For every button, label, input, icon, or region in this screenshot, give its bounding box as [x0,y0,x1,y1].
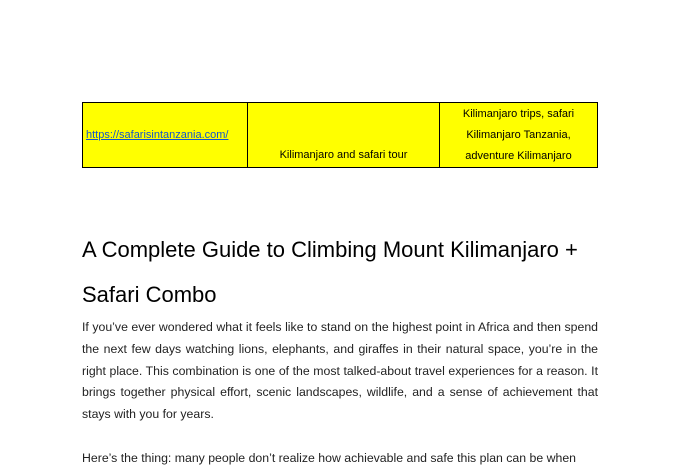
url-cell [83,103,248,168]
keywords-cell: Kilimanjaro trips, safari Kilimanjaro Tanzania, adventure Kilimanjaro [440,103,598,168]
seo-meta-table [82,102,598,168]
article-paragraph-1: If you’ve ever wondered what it feels like to stand on the highest point in Africa and then spend the next few days watching lions, elephants, and giraffes in their natural space, you’re in the right place. This combination is one of the most talked-about travel experiences for a reason. It brings together physical effort, scenic landscapes, wildlife, and a sense of achievement that stays with you for years. [82,320,598,422]
article-heading: A Complete Guide to Climbing Mount Kilimanjaro + Safari Combo [82,237,578,307]
site-url-link[interactable]: https://safarisintanzania.com/ [86,128,229,141]
table-row [83,103,598,168]
title-cell: Kilimanjaro and safari tour [248,103,440,168]
article-paragraph-2: Here’s the thing: many people don’t realize how achievable and safe this plan can be when [82,451,577,465]
